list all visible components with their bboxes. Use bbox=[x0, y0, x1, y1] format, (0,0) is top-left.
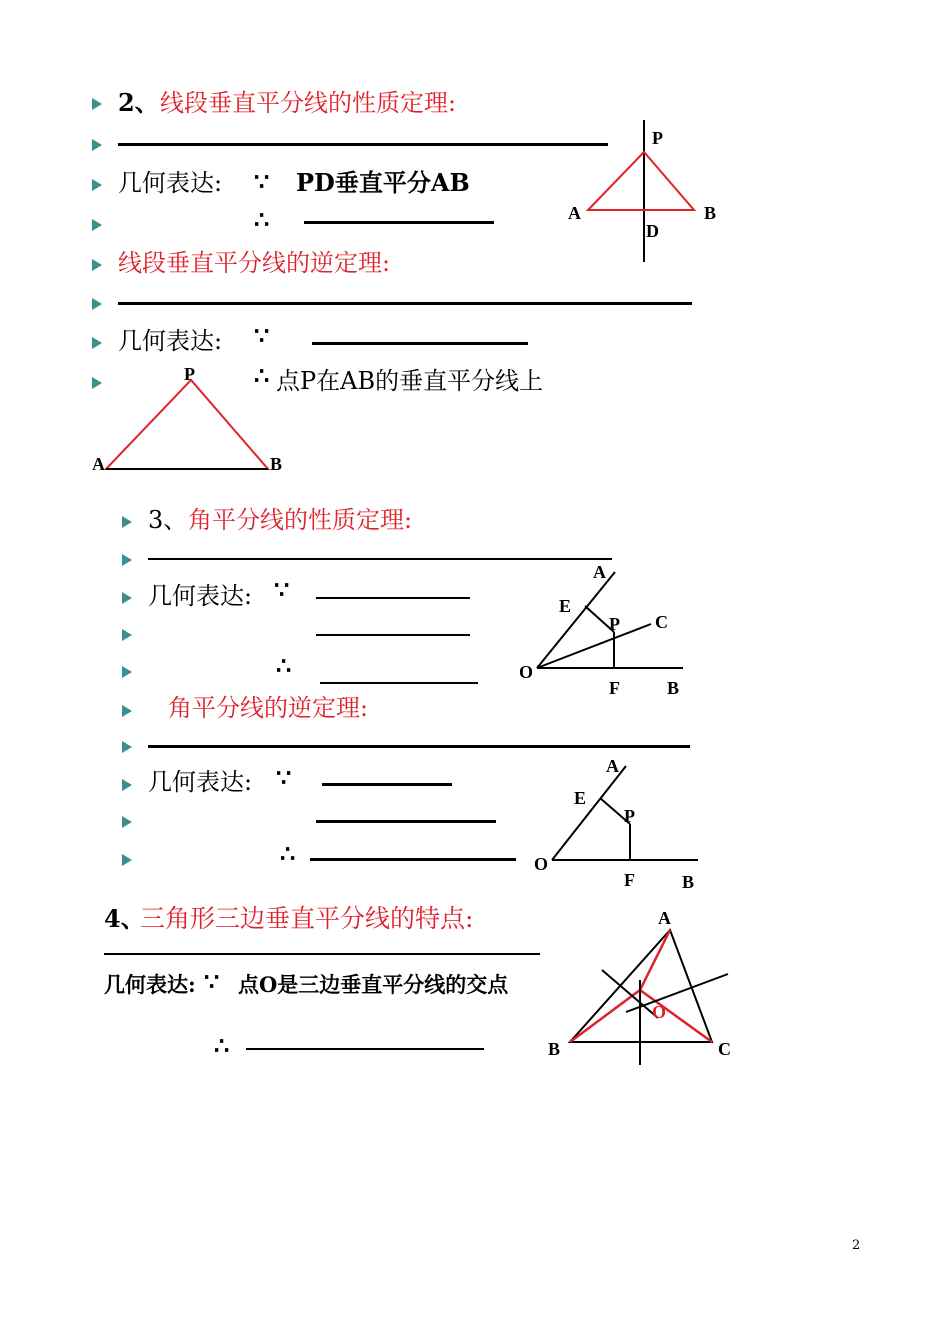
label-c: C bbox=[718, 1039, 731, 1059]
bullet-icon bbox=[122, 779, 132, 791]
bullet-icon bbox=[92, 98, 102, 110]
bullet-icon bbox=[122, 554, 132, 566]
label-a: A bbox=[593, 562, 606, 582]
s3-title: 角平分线的性质定理: bbox=[188, 506, 413, 534]
bullet-icon bbox=[122, 816, 132, 828]
s2-converse-title: 线段垂直平分线的逆定理: bbox=[118, 249, 391, 277]
therefore-symbol: ∴ bbox=[276, 651, 292, 680]
segment-ob bbox=[570, 990, 640, 1042]
answer-blank[interactable] bbox=[246, 1048, 484, 1050]
s2-title: 线段垂直平分线的性质定理: bbox=[160, 89, 457, 117]
s3-converse-title: 角平分线的逆定理: bbox=[168, 694, 369, 722]
answer-blank[interactable] bbox=[316, 820, 496, 823]
label-o: O bbox=[652, 1002, 667, 1022]
label-e: E bbox=[574, 788, 587, 808]
triangle-pab bbox=[588, 152, 694, 210]
s3-geo-label2: 几何表达: bbox=[148, 768, 253, 796]
answer-blank[interactable] bbox=[310, 858, 516, 861]
bullet-icon bbox=[122, 666, 132, 678]
s4-geo-label: 几何表达: bbox=[104, 972, 196, 997]
because-symbol: ∵ bbox=[254, 321, 270, 350]
label-b: B bbox=[704, 203, 717, 223]
therefore-symbol: ∴ bbox=[214, 1031, 230, 1060]
label-c: C bbox=[655, 612, 668, 632]
page-number: 2 bbox=[852, 1238, 861, 1253]
bullet-icon bbox=[122, 629, 132, 641]
label-b: B bbox=[682, 872, 695, 892]
s2-figure-triangle bbox=[88, 360, 308, 480]
s4-title-number: 4、 bbox=[104, 904, 145, 933]
label-o: O bbox=[519, 662, 534, 682]
label-a: A bbox=[606, 756, 619, 776]
ray-oa bbox=[552, 766, 626, 860]
bullet-icon bbox=[122, 705, 132, 717]
s2-figure-perp-bisector bbox=[560, 118, 730, 268]
s3-figure-angle-bisector-converse bbox=[530, 750, 730, 895]
label-b: B bbox=[548, 1039, 561, 1059]
bullet-icon bbox=[92, 139, 102, 151]
s2-geo-label2: 几何表达: bbox=[118, 327, 223, 355]
answer-blank[interactable] bbox=[104, 953, 540, 955]
label-a: A bbox=[658, 908, 671, 928]
s2-geo-label: 几何表达: bbox=[118, 169, 223, 197]
answer-blank[interactable] bbox=[316, 597, 470, 599]
bullet-icon bbox=[92, 179, 102, 191]
label-p: P bbox=[624, 806, 635, 826]
therefore-symbol: ∴ bbox=[254, 205, 270, 234]
answer-blank[interactable] bbox=[322, 783, 452, 786]
s2-given: PD垂直平分AB bbox=[296, 168, 470, 197]
bullet-icon bbox=[122, 741, 132, 753]
answer-blank[interactable] bbox=[304, 221, 494, 224]
label-p: P bbox=[609, 614, 620, 634]
because-symbol: ∵ bbox=[204, 967, 220, 996]
s3-title-number: 3、 bbox=[148, 506, 188, 534]
label-f: F bbox=[609, 678, 620, 698]
s4-figure-circumcenter bbox=[540, 900, 750, 1070]
bullet-icon bbox=[92, 298, 102, 310]
label-a: A bbox=[568, 203, 581, 223]
label-o: O bbox=[534, 854, 549, 874]
s2-conclusion: 点P在AB的垂直平分线上 bbox=[276, 367, 544, 395]
answer-blank[interactable] bbox=[148, 745, 690, 748]
label-b: B bbox=[270, 454, 283, 474]
answer-blank[interactable] bbox=[118, 302, 692, 305]
s3-figure-angle-bisector bbox=[515, 560, 715, 700]
triangle-pab-red bbox=[106, 380, 268, 469]
therefore-symbol: ∴ bbox=[280, 839, 296, 868]
bullet-icon bbox=[122, 592, 132, 604]
s4-title: 三角形三边垂直平分线的特点: bbox=[140, 904, 474, 933]
bisector-ac bbox=[626, 974, 728, 1012]
answer-blank[interactable] bbox=[312, 342, 528, 345]
bullet-icon bbox=[122, 516, 132, 528]
s2-title-number: 2、 bbox=[118, 88, 159, 117]
because-symbol: ∵ bbox=[254, 167, 270, 196]
s4-given: 点O是三边垂直平分线的交点 bbox=[238, 972, 509, 997]
label-p: P bbox=[184, 364, 195, 384]
label-f: F bbox=[624, 870, 635, 890]
label-a: A bbox=[92, 454, 105, 474]
bullet-icon bbox=[92, 259, 102, 271]
bullet-icon bbox=[122, 854, 132, 866]
bullet-icon bbox=[92, 219, 102, 231]
label-d: D bbox=[646, 221, 659, 241]
answer-blank[interactable] bbox=[118, 143, 608, 146]
label-e: E bbox=[559, 596, 572, 616]
label-p: P bbox=[652, 128, 663, 148]
because-symbol: ∵ bbox=[276, 763, 292, 792]
label-b: B bbox=[667, 678, 680, 698]
s3-geo-label: 几何表达: bbox=[148, 582, 253, 610]
because-symbol: ∵ bbox=[274, 575, 290, 604]
answer-blank[interactable] bbox=[320, 682, 478, 684]
answer-blank[interactable] bbox=[316, 634, 470, 636]
therefore-symbol: ∴ bbox=[254, 361, 270, 390]
bullet-icon bbox=[92, 337, 102, 349]
